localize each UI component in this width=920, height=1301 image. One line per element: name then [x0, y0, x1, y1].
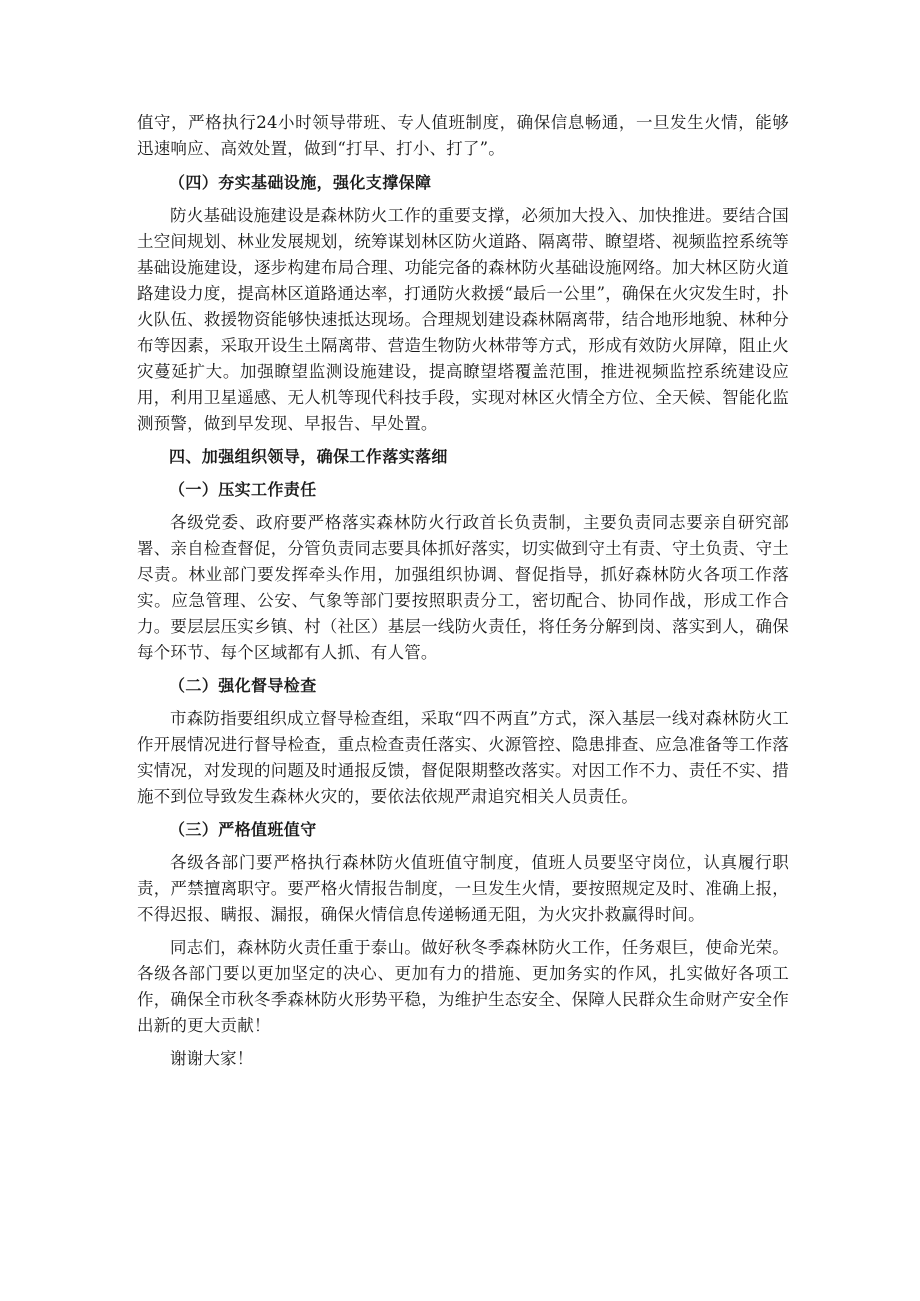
paragraph-responsibility: 各级党委、政府要严格落实森林防火行政首长负责制，主要负责同志要亲自研究部署、亲自检查督促，分管负责同志要具体抓好落实，切实做到守土有责、守土负责、守土尽责。林业部门要发挥牵头作用，加强组织协调、督促指导，抓好森林防火各项工作落实。应急管理、公安、气象等部门要按照职责分工，密切配合、协同作战，形成工作合力。要层层压实乡镇、村（社区）基层一线防火责任，将任务分解到岗、落实到人，确保每个环节、每个区域都有人抓、有人管。	[137, 513, 789, 662]
subheading-infrastructure: （四）夯实基础设施，强化支撑保障	[169, 173, 432, 192]
paragraph-closing: 同志们，森林防火责任重于泰山。做好秋冬季森林防火工作，任务艰巨，使命光荣。各级各部门要以更加坚定的决心、更加有力的措施、更加务实的作风，扎实做好各项工作，确保全市秋冬季森林防火形势平稳，为维护生态安全、保障人民群众生命财产安全作出新的更大贡献！	[137, 938, 789, 1035]
closing-thanks: 谢谢大家！	[170, 1049, 254, 1068]
subheading-duty: （三）严格值班值守	[169, 820, 317, 839]
paragraph-inspection: 市森防指要组织成立督导检查组，采取“四不两直”方式，深入基层一线对森林防火工作开展情况进行督导检查，重点检查责任落实、火源管控、隐患排查、应急准备等工作落实情况，对发现的问题及时通报反馈，督促限期整改落实。对因工作不力、责任不实、措施不到位导致发生森林火灾的，要依法依规严肃追究相关人员责任。	[137, 709, 789, 806]
document-page	[137, 110, 789, 1072]
paragraph-infrastructure: 防火基础设施建设是森林防火工作的重要支撑，必须加大投入、加快推进。要结合国土空间规划、林业发展规划，统筹谋划林区防火道路、隔离带、瞭望塔、视频监控系统等基础设施建设，逐步构建布局合理、功能完备的森林防火基础设施网络。加大林区防火道路建设力度，提高林区道路通达率，打通防火救援“最后一公里”，确保在火灾发生时，扑火队伍、救援物资能够快速抵达现场。合理规划建设森林隔离带，结合地形地貌、林种分布等因素，采取开设生土隔离带、营造生物防火林带等方式，形成有效防火屏障，阻止火灾蔓延扩大。加强瞭望监测设施建设，提高瞭望塔覆盖范围，推进视频监控系统建设应用，利用卫星遥感、无人机等现代科技手段，实现对林区火情全方位、全天候、智能化监测预警，做到早发现、早报告、早处置。	[137, 206, 789, 433]
subheading-inspection: （二）强化督导检查	[169, 676, 317, 695]
section-heading-organization: 四、加强组织领导，确保工作落实落细	[169, 447, 448, 466]
paragraph-intro: 值守，严格执行24小时领导带班、专人值班制度，确保信息畅通，一旦发生火情，能够迅速响应、高效处置，做到“打早、打小、打了”。	[137, 113, 789, 158]
subheading-responsibility: （一）压实工作责任	[169, 480, 317, 499]
paragraph-duty: 各级各部门要严格执行森林防火值班值守制度，值班人员要坚守岗位，认真履行职责，严禁擅离职守。要严格火情报告制度，一旦发生火情，要按照规定及时、准确上报，不得迟报、瞒报、漏报，确保火情信息传递畅通无阻，为火灾扑救赢得时间。	[137, 853, 789, 924]
